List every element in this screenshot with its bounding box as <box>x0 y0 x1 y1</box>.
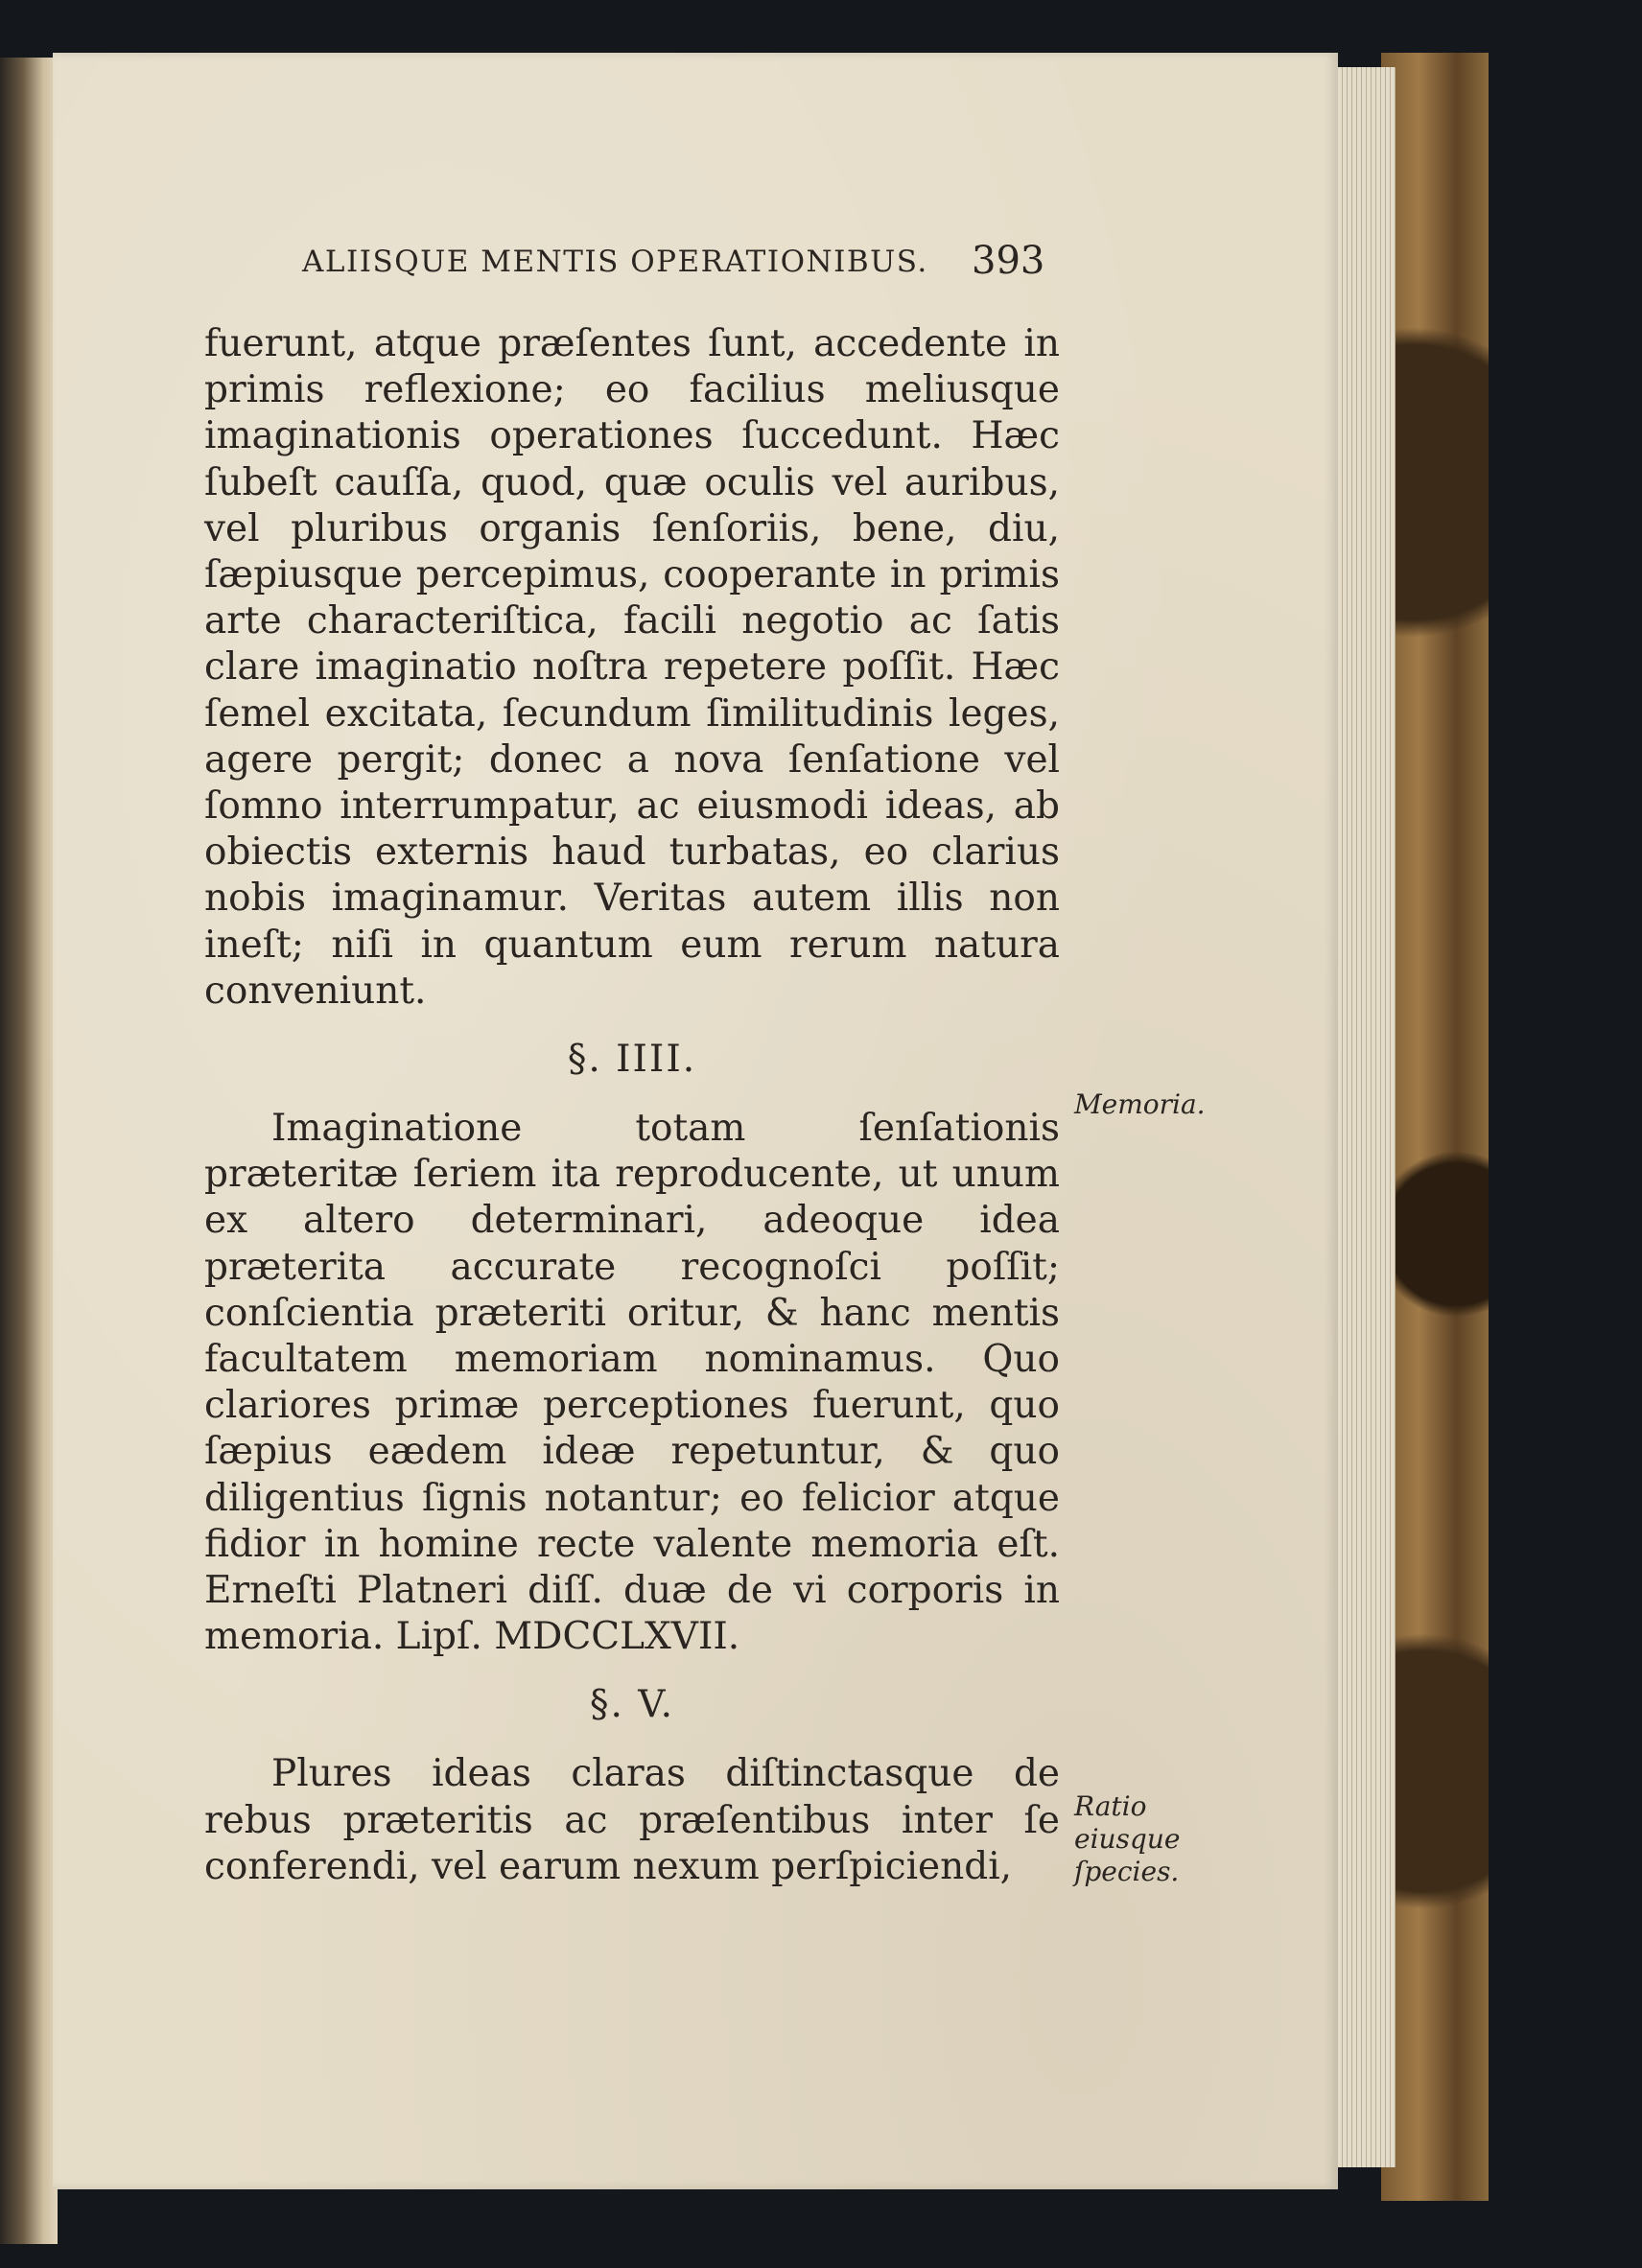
paragraph-3: Plures ideas claras diſtinctasque de rebus præteritis ac præſentibus inter ſe conferendi, vel earum nexum perſpiciendi, <box>204 1752 1060 1888</box>
book-cover-left <box>0 58 58 2244</box>
running-title: ALIISQUE MENTIS OPERATIONIBUS. <box>302 245 928 279</box>
book-page <box>53 53 1338 2189</box>
margin-note-ratio: Ratio eiusque ſpecies. <box>1074 1790 1181 1887</box>
paragraph-2: Imaginatione totam ſenſationis præteritæ ſeriem ita reproducente, ut unum ex altero determinari, adeoque idea præterita accurate recognoſci poſſit; conſcientia præteriti oritur, & hanc mentis facultatem memoriam nominamus. Quo clariores primæ perceptiones fuerunt, quo ſæpius eædem ideæ repetuntur, & quo diligentius ſignis notantur; eo felicior atque fidior in homine recte valente memoria eſt. Erneſti Platneri diſſ. duæ de vi corporis in memoria. Lipſ. MDCCLXVII. <box>204 1107 1060 1659</box>
body-text <box>204 321 1060 1890</box>
margin-note-memoria: Memoria. <box>1074 1088 1206 1120</box>
paragraph-1: fuerunt, atque præſentes ſunt, accedente in primis reflexione; eo facilius meliusque imaginationis operationes ſuccedunt. Hæc ſubeſt cauſſa, quod, quæ oculis vel auribus, vel pluribus organis ſenſoriis, bene, diu, ſæpiusque percepimus, cooperante in primis arte characteriſtica, facili negotio ac ſatis clare imaginatio noſtra repetere poſſit. Hæc ſemel excitata, ſecundum ſimilitudinis leges, agere pergit; donec a nova ſenſatione vel ſomno interrumpatur, ac eiusmodi ideas, ab obiectis externis haud turbatas, eo clarius nobis imaginamur. Veritas autem illis non ineſt; niſi in quantum eum rerum natura conveniunt. <box>204 322 1060 1013</box>
section-heading-5: §. V. <box>589 1683 675 1727</box>
book-cover-right <box>1381 53 1489 2201</box>
page-header <box>204 177 1060 283</box>
section-heading-4: §. IIII. <box>567 1038 697 1082</box>
page-number: 393 <box>972 239 1045 283</box>
text-block <box>204 177 1060 1888</box>
